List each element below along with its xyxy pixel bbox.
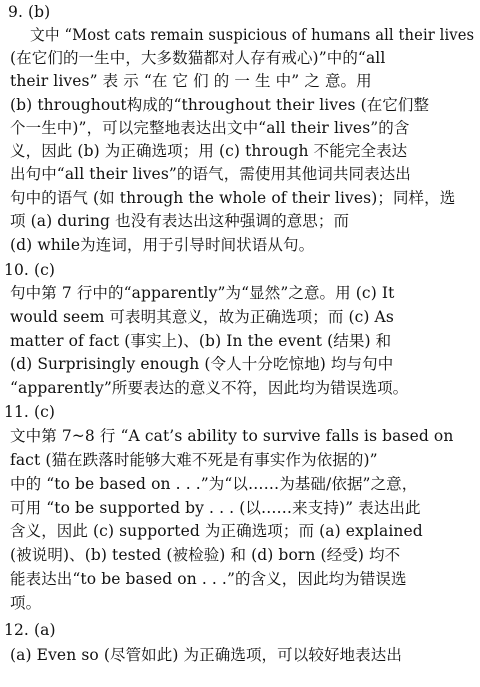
explanation-11-line-4: 可用 “to be supported by . . . (以……来支持)” 表达出此	[10, 499, 421, 517]
explanation-9-line-10: (d) while为连词，用于引导时间状语从句。	[10, 236, 315, 254]
explanation-10-line-5: “apparently”所要表达的意义不符，因此均为错误选项。	[10, 379, 409, 397]
explanation-9-line-8: 句中的语气 (如 through the whole of their lives)；同样，选	[10, 189, 456, 207]
explanation-9-line-2: (在它们的一生中，大多数猫都对人存有戒心)”中的“all	[10, 49, 386, 67]
explanation-10-line-3: matter of fact (事实上)、(b) In the event (结果) 和	[10, 332, 392, 350]
answer-10-heading: 10. (c)	[4, 261, 56, 279]
answer-12-heading: 12. (a)	[4, 621, 56, 639]
explanation-9-line-4: (b) throughout构成的“throughout their lives (在它们整	[10, 96, 430, 114]
explanation-11-line-5: 含义，因此 (c) supported 为正确选项；而 (a) explained	[10, 522, 423, 540]
explanation-9-line-9: 项 (a) during 也没有表达出这种强调的意思；而	[10, 212, 350, 230]
explanation-11-line-6: (被说明)、(b) tested (被检验) 和 (d) born (经受) 均不	[10, 546, 401, 564]
explanation-11-line-7: 能表达出“to be based on . . .”的含义，因此均为错误选	[10, 570, 407, 588]
explanation-10-line-2: would seem 可表明其意义，故为正确选项；而 (c) As	[10, 308, 394, 326]
explanation-9-line-6: 义，因此 (b) 为正确选项；用 (c) through 不能完全表达	[10, 142, 408, 160]
explanation-11-line-2: fact (猫在跌落时能够大难不死是有事实作为依据的)”	[10, 451, 378, 469]
explanation-11-line-1: 文中第 7~8 行 “A cat’s ability to survive falls is based on	[10, 427, 454, 445]
explanation-12-line-1: (a) Even so (尽管如此) 为正确选项，可以较好地表达出	[10, 646, 402, 664]
explanation-10-line-1: 句中第 7 行中的“apparently”为“显然”之意。用 (c) It	[10, 284, 395, 302]
explanation-10-line-4: (d) Surprisingly enough (令人十分吃惊地) 均与句中	[10, 355, 394, 373]
explanation-9-line-5: 个一生中)”，可以完整地表达出文中“all their lives”的含	[10, 119, 410, 137]
explanation-9-line-7: 出句中“all their lives”的语气，需使用其他词共同表达出	[10, 165, 411, 183]
explanation-9-line-3: their lives” 表 示 “在 它 们 的 一 生 中” 之 意。用	[10, 72, 372, 90]
answer-9-heading: 9. (b)	[8, 3, 51, 21]
explanation-11-line-8: 项。	[10, 594, 42, 612]
explanation-11-line-3: 中的 “to be based on . . .”为“以……为基础/依据”之意，	[10, 475, 418, 493]
explanation-9-line-1: 文中 “Most cats remain suspicious of humans all their lives	[30, 26, 475, 44]
answer-11-heading: 11. (c)	[4, 403, 56, 421]
